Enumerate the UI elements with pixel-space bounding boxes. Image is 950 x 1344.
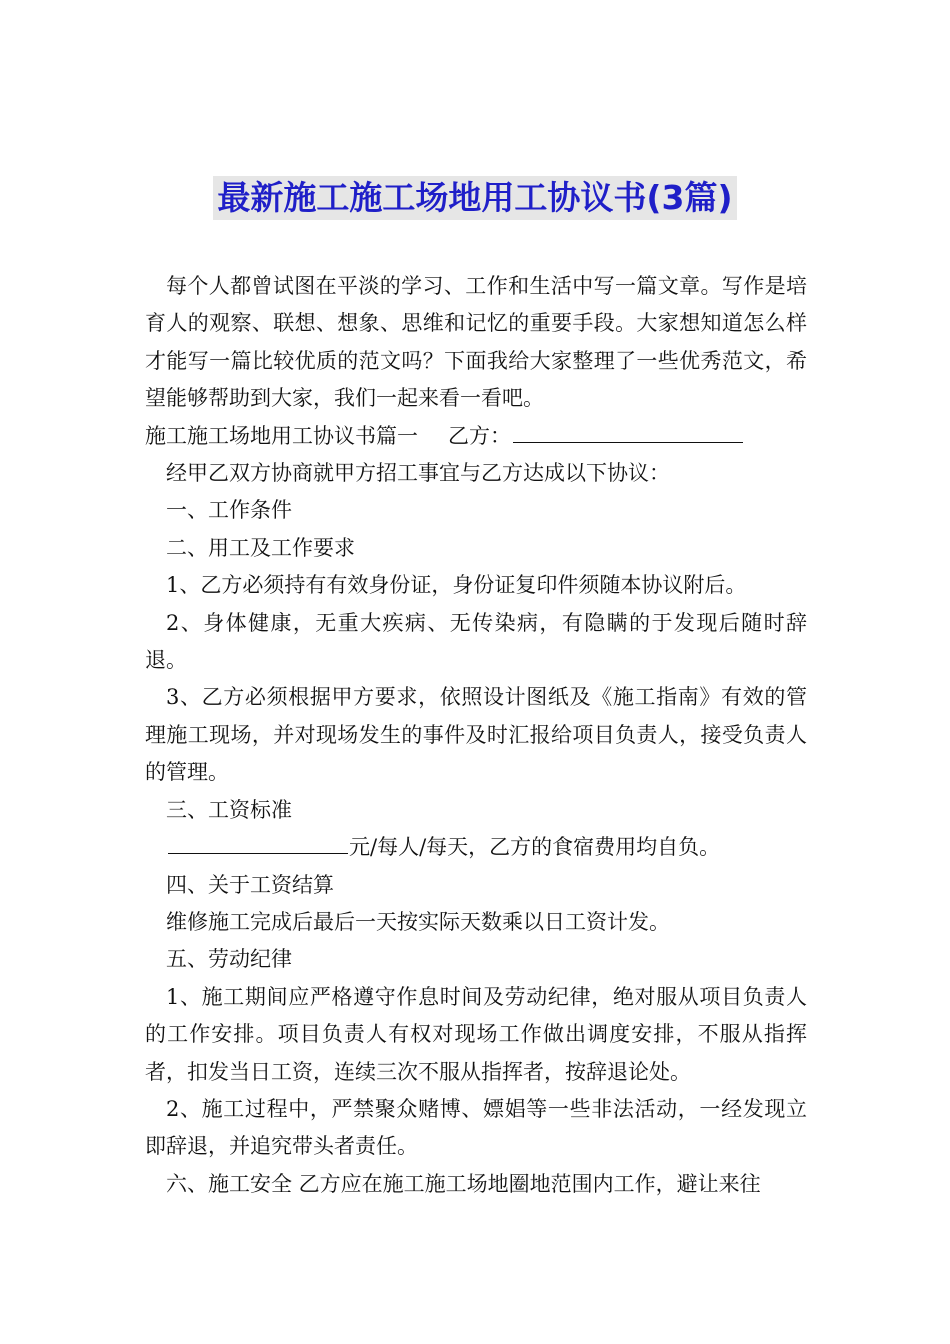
section-3-title: 三、工资标准 bbox=[166, 797, 292, 822]
section-5-item-2: 2、施工过程中，严禁聚众赌博、嫖娼等一些非法活动，一经发现立即辞退，并追究带头者责任。 bbox=[145, 1096, 807, 1159]
wage-blank bbox=[168, 831, 348, 854]
section-2-item-3: 3、乙方必须根据甲方要求，依照设计图纸及《施工指南》有效的管理施工现场，并对现场发生的事件及时汇报给项目负责人，接受负责人的管理。 bbox=[145, 685, 807, 785]
section-6-text: 六、施工安全 乙方应在施工施工场地圈地范围内工作，避让来往 bbox=[166, 1171, 761, 1196]
wage-text: 元/每人/每天，乙方的食宿费用均自负。 bbox=[349, 835, 721, 860]
agreement-intro: 经甲乙双方协商就甲方招工事宜与乙方达成以下协议： bbox=[166, 461, 670, 486]
party-b-blank bbox=[513, 420, 743, 443]
section-2-item-2: 2、身体健康，无重大疾病、无传染病，有隐瞒的于发现后随时辞退。 bbox=[145, 610, 807, 673]
wage-line bbox=[145, 829, 807, 866]
section-5-title: 五、劳动纪律 bbox=[166, 947, 292, 972]
intro-paragraph: 每个人都曾试图在平淡的学习、工作和生活中写一篇文章。写作是培育人的观察、联想、想象、思维和记忆的重要手段。大家想知道怎么样才能写一篇比较优质的范文吗？下面我给大家整理了一些优秀范文，希望能够帮助到大家，我们一起来看一看吧。 bbox=[145, 274, 807, 411]
section-2-title: 二、用工及工作要求 bbox=[166, 535, 355, 560]
section-heading: 施工施工场地用工协议书篇一 bbox=[145, 423, 418, 448]
document-title: 最新施工施工场地用工协议书(3篇) bbox=[213, 176, 736, 220]
document-body bbox=[145, 268, 807, 1203]
party-b-label: 乙方： bbox=[448, 423, 511, 448]
section-heading-line bbox=[145, 418, 807, 455]
section-4-text: 维修施工完成后最后一天按实际天数乘以日工资计发。 bbox=[166, 909, 670, 934]
title-container bbox=[0, 176, 950, 220]
section-1-title: 一、工作条件 bbox=[166, 498, 292, 523]
section-5-item-1: 1、施工期间应严格遵守作息时间及劳动纪律，绝对服从项目负责人的工作安排。项目负责人有权对现场工作做出调度安排，不服从指挥者，扣发当日工资，连续三次不服从指挥者，按辞退论处。 bbox=[145, 984, 807, 1084]
section-4-title: 四、关于工资结算 bbox=[166, 872, 334, 897]
section-2-item-1: 1、乙方必须持有有效身份证，身份证复印件须随本协议附后。 bbox=[166, 573, 747, 598]
